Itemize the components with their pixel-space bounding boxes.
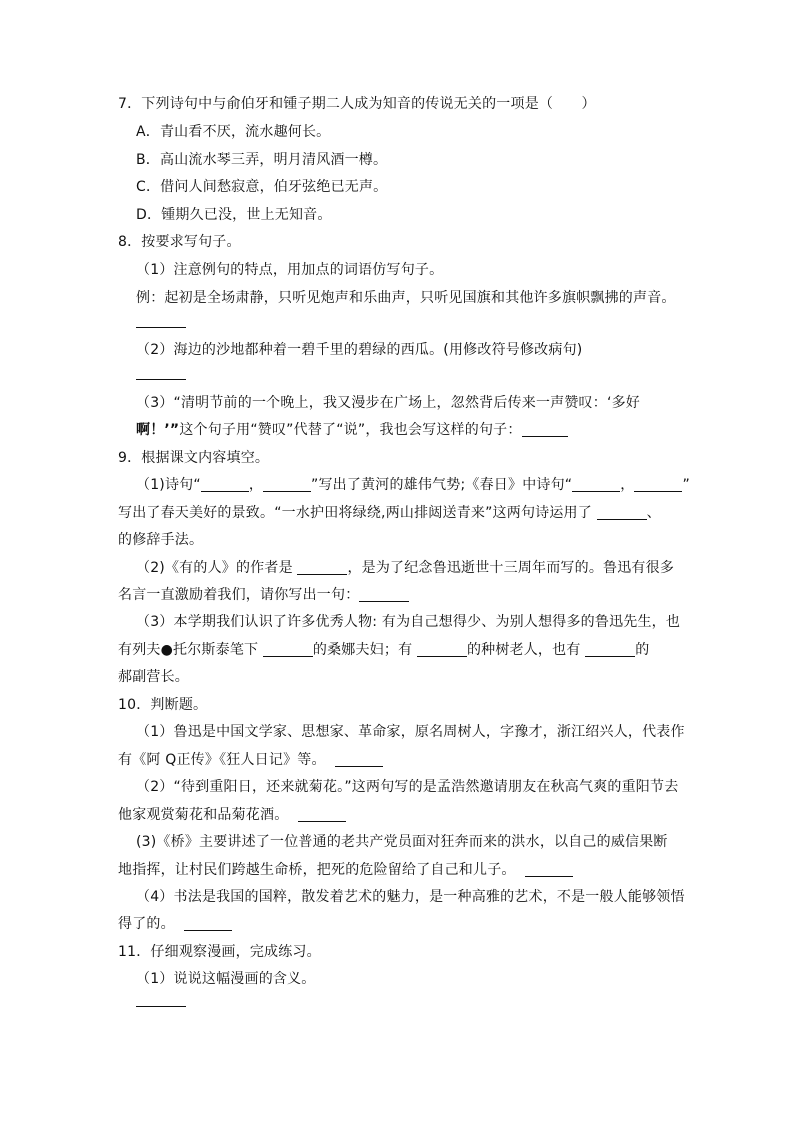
q10-text: 有《阿 Q正传》《狂人日记》等。 (118, 752, 326, 768)
q10-blank-3[interactable] (525, 862, 573, 877)
q10-part2-line1: （2）“待到重阳日，还来就菊花。”这两句写的是孟浩然邀请朋友在秋高气爽的重阳节去 (136, 779, 679, 795)
q9-text: 写出了春天美好的景致。“一水护田将绿绕,两山排闼送青来”这两句诗运用了 (118, 505, 592, 521)
q7-stem: 7．下列诗句中与俞伯牙和锺子期二人成为知音的传说无关的一项是（ ） (118, 96, 596, 112)
q9-part3-line2 (118, 640, 649, 660)
q9-comma: ， (620, 477, 635, 493)
q10-part3-line1: (3)《桥》主要讲述了一位普通的老共产党员面对狂奔而来的洪水，以自己的威信果断 (136, 834, 668, 850)
q9-blank-1[interactable] (201, 477, 249, 492)
q11-stem: 11．仔细观察漫画，完成练习。 (118, 944, 321, 960)
q10-text: 地指挥，让村民们跨越生命桥，把死的危险留给了自己和儿子。 (118, 862, 516, 878)
q9-text: 的种树老人，也有 (466, 642, 581, 658)
q8-part2: （2）海边的沙地都种着一碧千里的碧绿的西瓜。(用修改符号修改病句) (136, 342, 583, 358)
q9-blank-3[interactable] (572, 477, 620, 492)
q9-text: 、 (646, 505, 661, 521)
q9-blank-5[interactable] (597, 505, 647, 520)
q10-part2-line2 (118, 805, 346, 825)
q9-part1-line1 (136, 475, 690, 495)
q9-text: 有列夫●托尔斯泰笔下 (118, 642, 259, 658)
q9-text: （1)诗句“ (136, 477, 201, 493)
q8-part3-line1: （3）“清明节前的一个晚上，我又漫步在广场上，忽然背后传来一声赞叹：‘多好 (136, 395, 641, 411)
q7-option-c: C．借问人间愁寂意，伯牙弦绝已无声。 (136, 179, 388, 195)
q10-blank-4[interactable] (184, 916, 232, 931)
q9-blank-7[interactable] (359, 587, 409, 602)
q10-part4-line1: （4）书法是我国的国粹，散发着艺术的魅力，是一种高雅的艺术，不是一般人能够领悟 (136, 889, 685, 905)
q10-text: 得了的。 (118, 916, 175, 932)
q11-answer-blank[interactable] (136, 1006, 186, 1007)
q9-comma: ， (248, 477, 264, 493)
q11-part1: （1）说说这幅漫画的含义。 (136, 971, 316, 987)
q8-stem: 8．按要求写句子。 (118, 234, 241, 250)
q9-text: 的桑娜夫妇；有 (312, 642, 413, 658)
q9-part3-line3: 郝副营长。 (118, 669, 189, 685)
q8-answer-blank-1[interactable] (136, 327, 186, 328)
q7-option-b: B．高山流水琴三弄，明月清风酒一樽。 (136, 152, 388, 168)
q7-option-d: D．锺期久已没，世上无知音。 (136, 207, 332, 223)
q8-part1: （1）注意例句的特点，用加点的词语仿写句子。 (136, 262, 444, 278)
q8-example: 例：起初是全场肃静，只听见炮声和乐曲声，只听见国旗和其他许多旗帜飘拂的声音。 (136, 290, 676, 306)
q9-part2-line1 (136, 558, 674, 578)
q10-text: 他家观赏菊花和品菊花酒。 (118, 807, 289, 823)
q9-blank-6[interactable] (297, 560, 347, 575)
q10-part4-line2 (118, 914, 232, 934)
q9-text: （2)《有的人》的作者是 (136, 560, 293, 576)
q10-stem: 10．判断题。 (118, 697, 208, 713)
q9-part3-line1: （3）本学期我们认识了许多优秀人物: 有为自己想得少、为别人想得多的鲁迅先生，也 (136, 614, 681, 630)
q9-part1-line3: 的修辞手法。 (118, 532, 204, 548)
q9-stem: 9．根据课文内容填空。 (118, 450, 270, 466)
q8-part3-line2 (136, 420, 568, 440)
q9-blank-9[interactable] (417, 642, 467, 657)
q9-blank-8[interactable] (263, 642, 313, 657)
q9-blank-10[interactable] (585, 642, 635, 657)
q8-part3-exclaim: 啊！’” (136, 422, 180, 438)
q9-quote-end: ” (682, 477, 690, 493)
q10-part3-line2 (118, 860, 573, 880)
q10-part1-line2 (118, 750, 383, 770)
q10-blank-2[interactable] (298, 807, 346, 822)
q9-text: ”写出了黄河的雄伟气势;《春日》中诗句“ (311, 477, 573, 493)
q9-part1-line2 (118, 503, 661, 523)
q8-answer-blank-2[interactable] (136, 379, 186, 380)
q9-text: 名言一直激励着我们，请你写出一句： (118, 587, 360, 603)
q9-text: 的 (635, 642, 650, 658)
q10-part1-line1: （1）鲁迅是中国文学家、思想家、革命家，原名周树人，字豫才，浙江绍兴人，代表作 (136, 724, 685, 740)
q9-blank-4[interactable] (634, 477, 682, 492)
q8-answer-blank-3[interactable] (522, 422, 568, 437)
q9-blank-2[interactable] (263, 477, 311, 492)
q7-option-a: A．青山看不厌，流水趣何长。 (136, 124, 331, 140)
q9-part2-line2 (118, 585, 409, 605)
q8-part3-text: 这个句子用“赞叹”代替了“说”，我也会写这样的句子： (179, 422, 522, 438)
q9-text: ，是为了纪念鲁迅逝世十三周年而写的。鲁迅有很多 (347, 560, 675, 576)
q10-blank-1[interactable] (335, 752, 383, 767)
